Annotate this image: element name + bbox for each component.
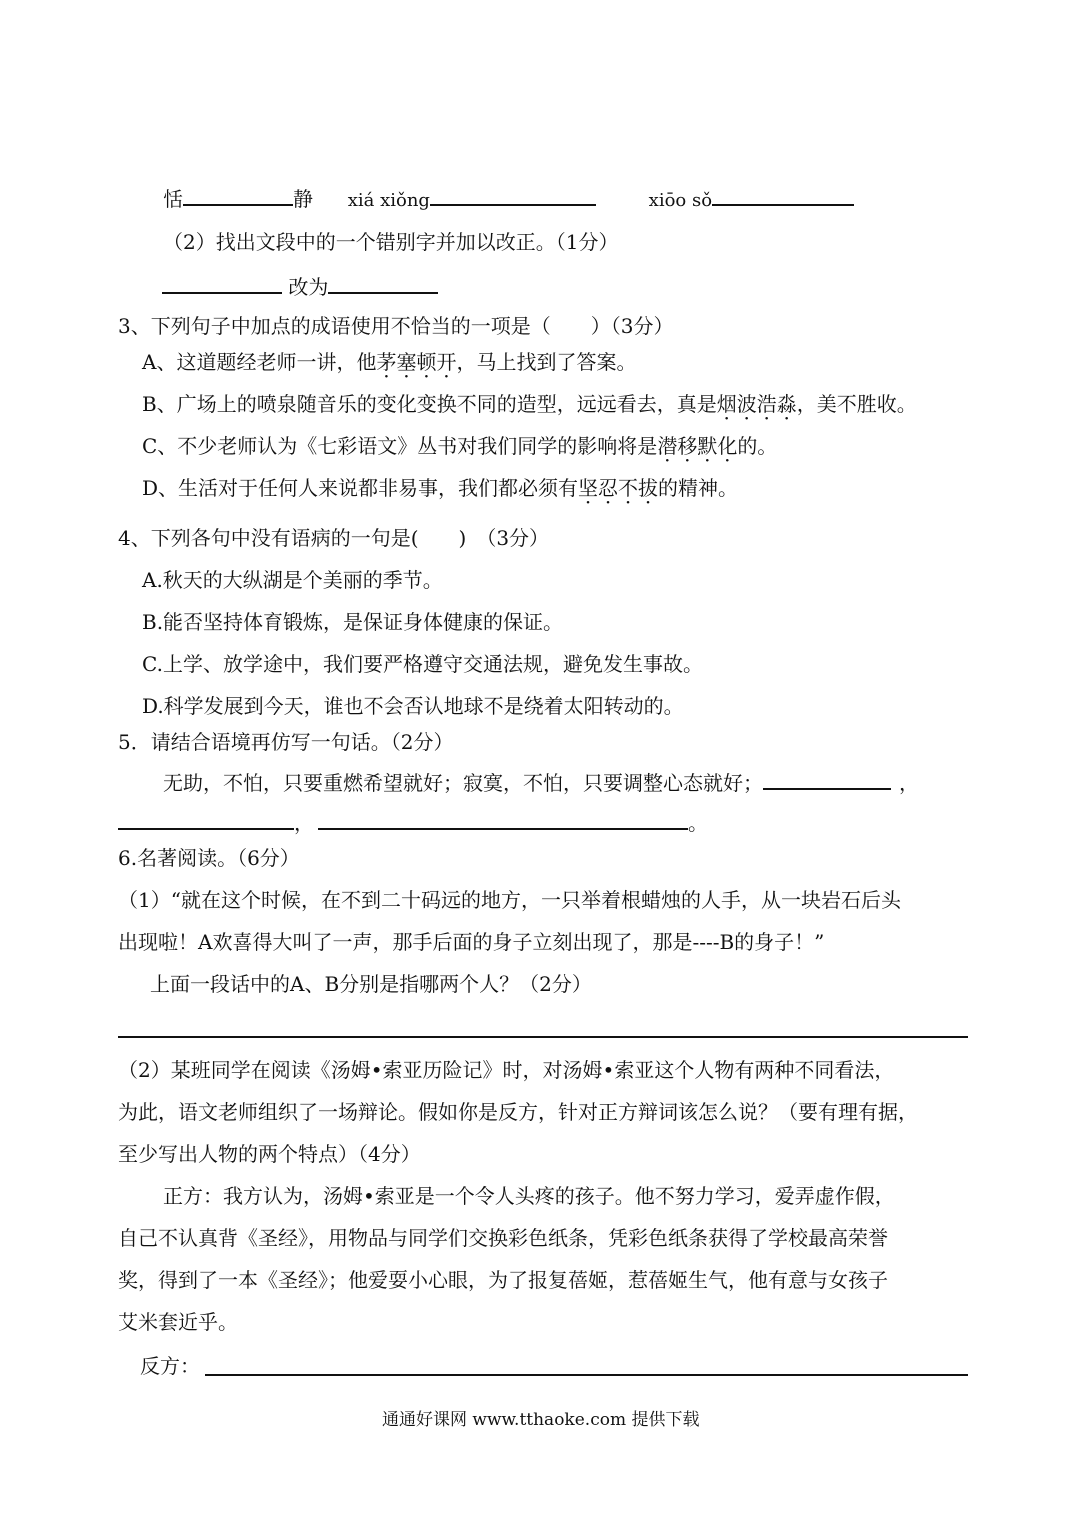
option-text: B、广场上的喷泉随音乐的变化变换不同的造型，远远看去，真是 <box>142 392 717 416</box>
q5-comma: ， <box>899 771 919 795</box>
dotted-char: 移 <box>677 434 698 458</box>
q4-prompt: 4、下列各句中没有语病的一句是( ) （3分） <box>118 526 550 550</box>
option-text: 的。 <box>737 434 778 458</box>
page-footer: 通通好课网 www.tthaoke.com 提供下载 <box>382 1410 700 1430</box>
q4-option-a: A.秋天的大纵湖是个美丽的季节。 <box>142 568 443 592</box>
q3-option-d <box>142 474 738 502</box>
q4-option-b: B.能否坚持体育锻炼，是保证身体健康的保证。 <box>142 610 564 634</box>
option-text: D、生活对于任何人来说都非易事，我们都必须有 <box>142 476 579 500</box>
change-to-label: 改为 <box>288 275 329 299</box>
dotted-char: 忍 <box>598 476 619 500</box>
pro-argument-line: 奖，得到了一本《圣经》；他爱耍小心眼，为了报复蓓姬，惹蓓姬生气，他有意与女孩子 <box>118 1268 888 1292</box>
pro-argument-line: 自己不认真背《圣经》，用物品与同学们交换彩色纸条，凭彩色纸条获得了学校最高荣誉 <box>118 1226 888 1250</box>
answer-blank[interactable] <box>318 806 688 830</box>
pro-argument-line: 正方：我方认为，汤姆•索亚是一个令人头疼的孩子。他不努力学习，爱弄虚作假， <box>163 1184 895 1208</box>
q6-2-line: 为此，语文老师组织了一场辩论。假如你是反方，针对正方辩词该怎么说？（要有理有据， <box>118 1100 918 1124</box>
q6-2-line: （2）某班同学在阅读《汤姆•索亚历险记》时，对汤姆•索亚这个人物有两种不同看法， <box>118 1058 895 1082</box>
answer-blank[interactable] <box>183 182 293 206</box>
dotted-char: 波 <box>736 392 757 416</box>
q6-passage-line: （1）“就在这个时候，在不到二十码远的地方，一只举着根蜡烛的人手，从一块岩石后头 <box>118 888 901 912</box>
option-text: ，美不胜收。 <box>796 392 917 416</box>
answer-blank[interactable] <box>763 766 891 790</box>
pinyin-char-1: 恬 <box>163 187 183 211</box>
q6-passage-line: 出现啦！A欢喜得大叫了一声，那手后面的身子立刻出现了，那是----B的身子！” <box>118 930 825 954</box>
dotted-char: 不 <box>618 476 639 500</box>
dotted-char: 茅 <box>376 350 397 374</box>
dotted-char: 顿 <box>416 350 437 374</box>
answer-blank[interactable] <box>328 270 438 294</box>
dotted-char: 开 <box>436 350 457 374</box>
q3-prompt: 3、下列句子中加点的成语使用不恰当的一项是（ ）（3分） <box>118 314 674 338</box>
dotted-char: 拔 <box>638 476 659 500</box>
answer-line[interactable] <box>205 1374 968 1376</box>
dotted-char: 默 <box>697 434 718 458</box>
pinyin-char-2: 静 <box>293 187 313 211</box>
option-text: ，马上找到了答案。 <box>456 350 637 374</box>
pinyin-row <box>163 182 854 215</box>
answer-line[interactable] <box>118 1036 968 1038</box>
q2-2-prompt: （2）找出文段中的一个错别字并加以改正。（1分） <box>163 230 619 254</box>
q5-prompt: 5．请结合语境再仿写一句话。（2分） <box>118 730 454 754</box>
answer-blank[interactable] <box>430 182 596 206</box>
dotted-char: 淼 <box>776 392 797 416</box>
q6-prompt: 6.名著阅读。（6分） <box>118 846 300 870</box>
dotted-char: 坚 <box>578 476 599 500</box>
con-label: 反方： <box>140 1354 200 1378</box>
dotted-char: 浩 <box>756 392 777 416</box>
answer-blank[interactable] <box>162 270 282 294</box>
q5-sentence-row <box>163 766 919 797</box>
q4-option-c: C.上学、放学途中，我们要严格遵守交通法规，避免发生事故。 <box>142 652 703 676</box>
pinyin-text-1: xiá xiǒng <box>347 190 430 211</box>
q5-end: 。 <box>688 811 708 835</box>
q3-option-b <box>142 390 917 418</box>
dotted-char: 潜 <box>657 434 678 458</box>
dotted-char: 塞 <box>396 350 417 374</box>
q5-sentence: 无助，不怕，只要重燃希望就好；寂寞，不怕，只要调整心态就好； <box>163 771 763 795</box>
q6-2-line: 至少写出人物的两个特点）（4分） <box>118 1142 421 1166</box>
option-text: C、不少老师认为《七彩语文》丛书对我们同学的影响将是 <box>142 434 658 458</box>
q5-comma-2: ， <box>294 811 314 835</box>
answer-blank[interactable] <box>712 182 854 206</box>
pinyin-text-2: xiōo sǒ <box>648 190 713 211</box>
option-text: A、这道题经老师一讲，他 <box>142 350 377 374</box>
q6-1-question: 上面一段话中的A、B分别是指哪两个人？（2分） <box>150 972 592 996</box>
q3-option-c <box>142 432 777 460</box>
dotted-char: 化 <box>717 434 738 458</box>
pro-argument-line: 艾米套近乎。 <box>118 1310 238 1334</box>
dotted-char: 烟 <box>716 392 737 416</box>
option-text: 的精神。 <box>658 476 739 500</box>
q4-option-d: D.科学发展到今天，谁也不会否认地球不是绕着太阳转动的。 <box>142 694 684 718</box>
q3-option-a <box>142 348 636 376</box>
q5-answer-row <box>118 806 708 837</box>
q2-2-answer-row <box>162 270 438 301</box>
answer-blank[interactable] <box>118 806 294 830</box>
